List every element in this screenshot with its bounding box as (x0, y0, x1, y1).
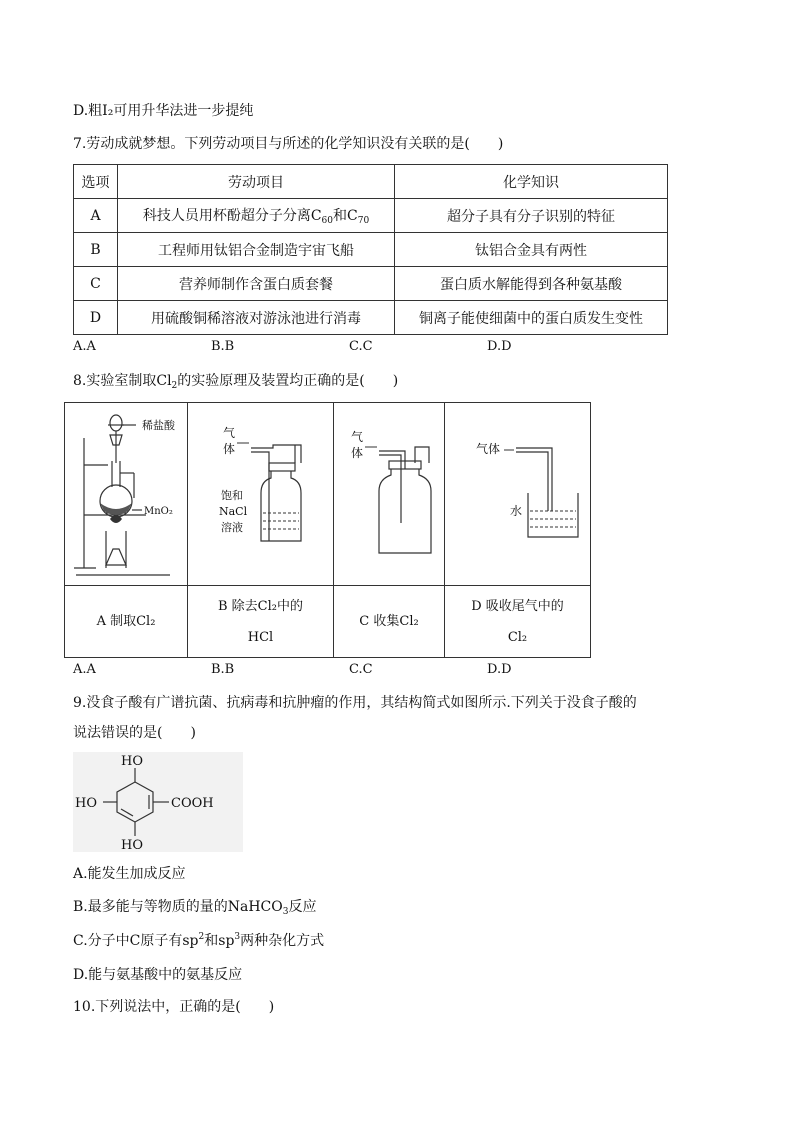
option-d-q6: D.粗I₂可用升华法进一步提纯 (73, 103, 254, 119)
row-option: A (74, 199, 118, 233)
table-row (74, 301, 668, 335)
caption-d: D 吸收尾气中的 Cl₂ (445, 586, 591, 658)
hydroxyl-left: HO (75, 796, 97, 811)
q7-table (73, 164, 668, 335)
caption-a: A 制取Cl₂ (65, 586, 188, 658)
question-9-stem-cont: 说法错误的是( ) (73, 725, 196, 741)
benzene-ring-icon (73, 752, 243, 852)
row-option: D (74, 301, 118, 335)
gallic-acid-structure (73, 752, 243, 852)
q9-option-a[interactable]: A.能发生加成反应 (73, 866, 186, 882)
question-9-stem: 9.没食子酸有广谱抗菌、抗病毒和抗肿瘤的作用，其结构简式如图所示.下列关于没食子酸的 (73, 695, 637, 711)
row-knowledge: 钛铝合金具有两性 (395, 233, 668, 267)
solution-label: NaCl (218, 505, 247, 518)
caption-b: B 除去Cl₂中的 HCl (188, 586, 334, 658)
q9-option-d[interactable]: D.能与氨基酸中的氨基反应 (73, 967, 243, 983)
beaker-absorption-diagram (448, 403, 588, 581)
carboxyl-group: COOH (171, 796, 214, 811)
gas-label: 体 (351, 446, 364, 460)
option-a[interactable]: A.A (73, 339, 96, 354)
wash-bottle-diagram (191, 403, 331, 581)
caption-c: C 收集Cl₂ (334, 586, 445, 658)
table-row (74, 233, 668, 267)
row-knowledge: 铜离子能使细菌中的蛋白质发生变性 (395, 301, 668, 335)
row-knowledge: 超分子具有分子识别的特征 (395, 199, 668, 233)
row-option: C (74, 267, 118, 301)
option-c[interactable]: C.C (349, 662, 373, 677)
chlorine-generator-diagram (66, 403, 186, 581)
q8-apparatus-table (64, 402, 591, 658)
gas-label: 气 (222, 426, 235, 440)
option-c[interactable]: C.C (349, 339, 373, 354)
header-knowledge: 化学知识 (395, 165, 668, 199)
option-a[interactable]: A.A (73, 662, 96, 677)
row-project: 科技人员用杯酚超分子分离$C_{60}$和$C_{70}$ (118, 199, 395, 233)
question-8-stem: 8.实验室制取$Cl_2$的实验原理及装置均正确的是( ) (73, 373, 399, 391)
table-row (74, 199, 668, 233)
apparatus-b (188, 403, 334, 586)
row-knowledge: 蛋白质水解能得到各种氨基酸 (395, 267, 668, 301)
mno2-label: MnO₂ (144, 506, 173, 517)
header-project: 劳动项目 (118, 165, 395, 199)
gas-label: 体 (222, 442, 235, 456)
q7-options (73, 339, 625, 354)
dilute-hcl-label: 稀盐酸 (142, 419, 175, 432)
row-option: B (74, 233, 118, 267)
hydroxyl-top: HO (121, 754, 143, 769)
question-10-stem: 10.下列说法中，正确的是( ) (73, 999, 275, 1015)
solution-label: 饱和 (220, 489, 243, 502)
row-project: 用硫酸铜稀溶液对游泳池进行消毒 (118, 301, 395, 335)
table-header-row (74, 165, 668, 199)
hydroxyl-bottom: HO (121, 838, 143, 852)
header-option: 选项 (74, 165, 118, 199)
apparatus-d (445, 403, 591, 586)
solution-label: 溶液 (220, 521, 243, 534)
q9-option-c[interactable]: C.分子中C原子有$sp^2$和$sp^3$两种杂化方式 (73, 932, 325, 949)
water-label: 水 (509, 504, 522, 518)
option-b[interactable]: B.B (211, 662, 235, 677)
option-d[interactable]: D.D (487, 662, 512, 677)
table-row (74, 267, 668, 301)
apparatus-c (334, 403, 445, 586)
apparatus-a (65, 403, 188, 586)
gas-label: 气 (351, 430, 364, 444)
q9-option-b[interactable]: B.最多能与等物质的量的NaHCO$_3$反应 (73, 899, 317, 917)
question-7-stem: 7.劳动成就梦想。下列劳动项目与所述的化学知识没有关联的是( ) (73, 136, 504, 152)
gas-collection-bottle-diagram (335, 403, 443, 581)
q8-options (73, 662, 625, 677)
option-d[interactable]: D.D (487, 339, 512, 354)
row-project: 营养师制作含蛋白质套餐 (118, 267, 395, 301)
option-b[interactable]: B.B (211, 339, 235, 354)
gas-label: 气体 (475, 442, 500, 456)
row-project: 工程师用钛铝合金制造宇宙飞船 (118, 233, 395, 267)
